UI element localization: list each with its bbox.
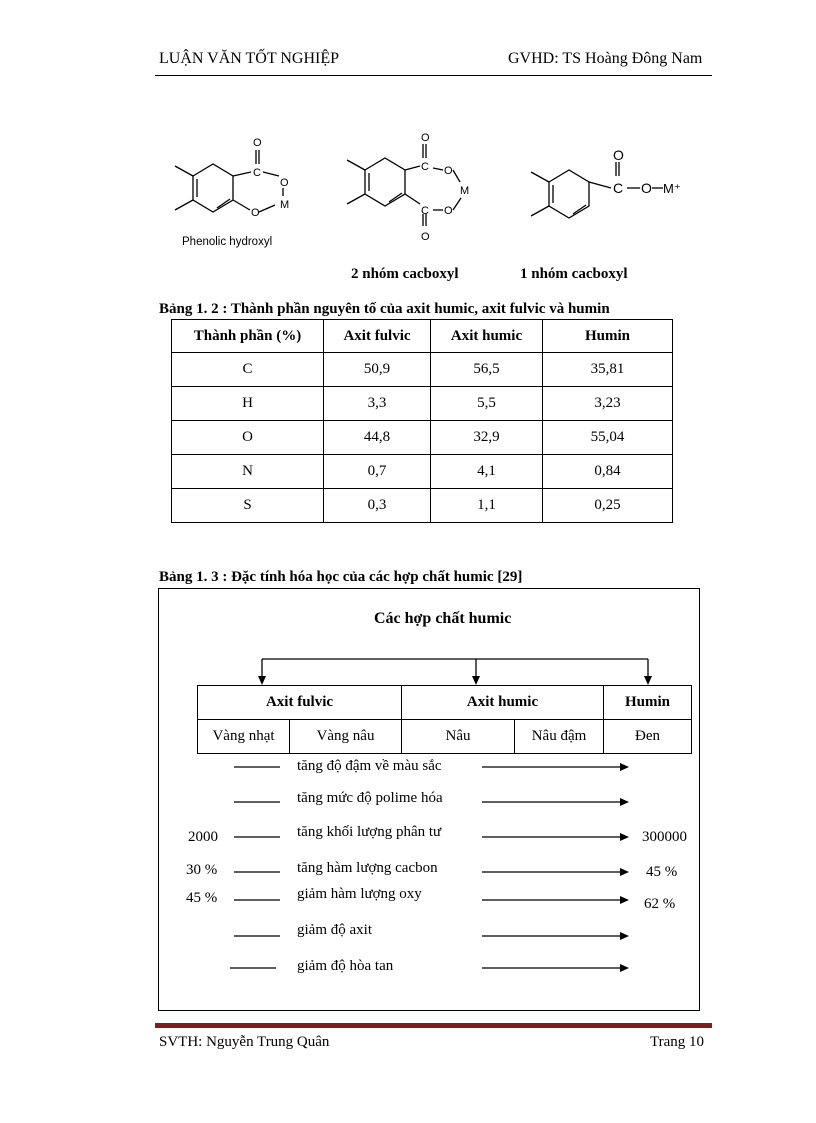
atom-label: C	[421, 205, 429, 217]
property-label: giảm hàm lượng oxy	[297, 886, 422, 902]
color-cell: Nâu	[402, 720, 515, 754]
atom-label: C	[613, 180, 624, 196]
table-cell: 56,5	[431, 353, 543, 387]
atom-label: O	[613, 147, 624, 163]
property-label: giảm độ hòa tan	[297, 958, 394, 974]
column-header: Axit fulvic	[324, 320, 431, 353]
one-carboxyl-label: 1 nhóm cacboxyl	[520, 266, 628, 282]
table-cell: H	[172, 387, 324, 421]
atom-label: O	[253, 137, 262, 149]
property-start-value: 30 %	[186, 862, 218, 878]
atom-label: O	[421, 231, 430, 243]
table-cell: 1,1	[431, 489, 543, 523]
atom-label: O	[280, 177, 289, 189]
page-number: Trang 10	[650, 1034, 705, 1050]
group-cell: Humin	[604, 686, 692, 720]
column-header: Axit humic	[431, 320, 543, 353]
group-cell: Axit fulvic	[198, 686, 402, 720]
table-header-row	[172, 320, 673, 353]
table-cell: 0,7	[324, 455, 431, 489]
atom-label: O	[641, 180, 652, 196]
atom-label: O	[421, 132, 430, 144]
atom-label: O	[444, 165, 453, 177]
table2-caption: Bảng 1. 2 : Thành phần nguyên tố của axit humic, axit fulvic và humin	[159, 301, 610, 317]
color-cell: Vàng nâu	[290, 720, 402, 754]
atom-label: M	[280, 199, 290, 211]
property-label: tăng khối lượng phân tư	[297, 824, 442, 840]
color-cell: Đen	[604, 720, 692, 754]
composition-table	[171, 319, 673, 523]
property-label: tăng hàm lượng cacbon	[297, 860, 438, 876]
atom-label: M	[460, 185, 470, 197]
table-cell: 44,8	[324, 421, 431, 455]
property-label: giảm độ axit	[297, 922, 372, 938]
table-cell: 0,84	[543, 455, 673, 489]
box-title: Các hợp chất humic	[374, 610, 512, 627]
color-cell: Vàng nhạt	[198, 720, 290, 754]
color-cell: Nâu đậm	[515, 720, 604, 754]
property-label: tăng độ đậm về màu sắc	[297, 758, 442, 774]
atom-label: M⁺	[663, 181, 681, 196]
table-cell: 0,3	[324, 489, 431, 523]
phenolic-hydroxyl-label: Phenolic hydroxyl	[182, 236, 273, 248]
table-cell: S	[172, 489, 324, 523]
atom-label: O	[444, 205, 453, 217]
branch-arrows	[250, 650, 660, 690]
table-cell: 35,81	[543, 353, 673, 387]
header-right: GVHD: TS Hoàng Đông Nam	[508, 50, 703, 67]
property-label: tăng mức độ polime hóa	[297, 790, 443, 806]
table3-caption: Bảng 1. 3 : Đặc tính hóa học của các hợp chất humic [29]	[159, 569, 523, 585]
footer-left: SVTH: Nguyễn Trung Quân	[159, 1034, 330, 1050]
table-cell: 32,9	[431, 421, 543, 455]
atom-label: C	[421, 161, 429, 173]
two-carboxyl-label: 2 nhóm cacboxyl	[351, 266, 459, 282]
table-cell: 3,23	[543, 387, 673, 421]
table-cell: N	[172, 455, 324, 489]
atom-label: O	[251, 207, 260, 219]
property-end-value: 300000	[642, 829, 687, 845]
group-cell: Axit humic	[402, 686, 604, 720]
header-rule	[155, 75, 712, 76]
column-header: Humin	[543, 320, 673, 353]
table-row	[172, 489, 673, 523]
table-cell: 55,04	[543, 421, 673, 455]
table-cell: 5,5	[431, 387, 543, 421]
phenolic-hydroxyl-structure	[175, 150, 283, 212]
table-row	[172, 421, 673, 455]
group-row	[198, 686, 692, 720]
column-header: Thành phần (%)	[172, 320, 324, 353]
color-row	[198, 720, 692, 754]
table-cell: 4,1	[431, 455, 543, 489]
atom-label: C	[253, 167, 261, 179]
property-end-value: 45 %	[646, 864, 678, 880]
property-start-value: 45 %	[186, 890, 218, 906]
table-row	[172, 353, 673, 387]
property-start-value: 2000	[188, 829, 218, 845]
table-cell: 0,25	[543, 489, 673, 523]
table-row	[172, 455, 673, 489]
table-cell: C	[172, 353, 324, 387]
property-end-value: 62 %	[644, 896, 676, 912]
table-row	[172, 387, 673, 421]
chemical-structures	[155, 130, 681, 260]
header-left: LUẬN VĂN TỐT NGHIỆP	[159, 50, 339, 67]
table-cell: 3,3	[324, 387, 431, 421]
footer-rule	[155, 1023, 712, 1028]
table-cell: O	[172, 421, 324, 455]
table-cell: 50,9	[324, 353, 431, 387]
humic-classification-table	[197, 685, 692, 754]
